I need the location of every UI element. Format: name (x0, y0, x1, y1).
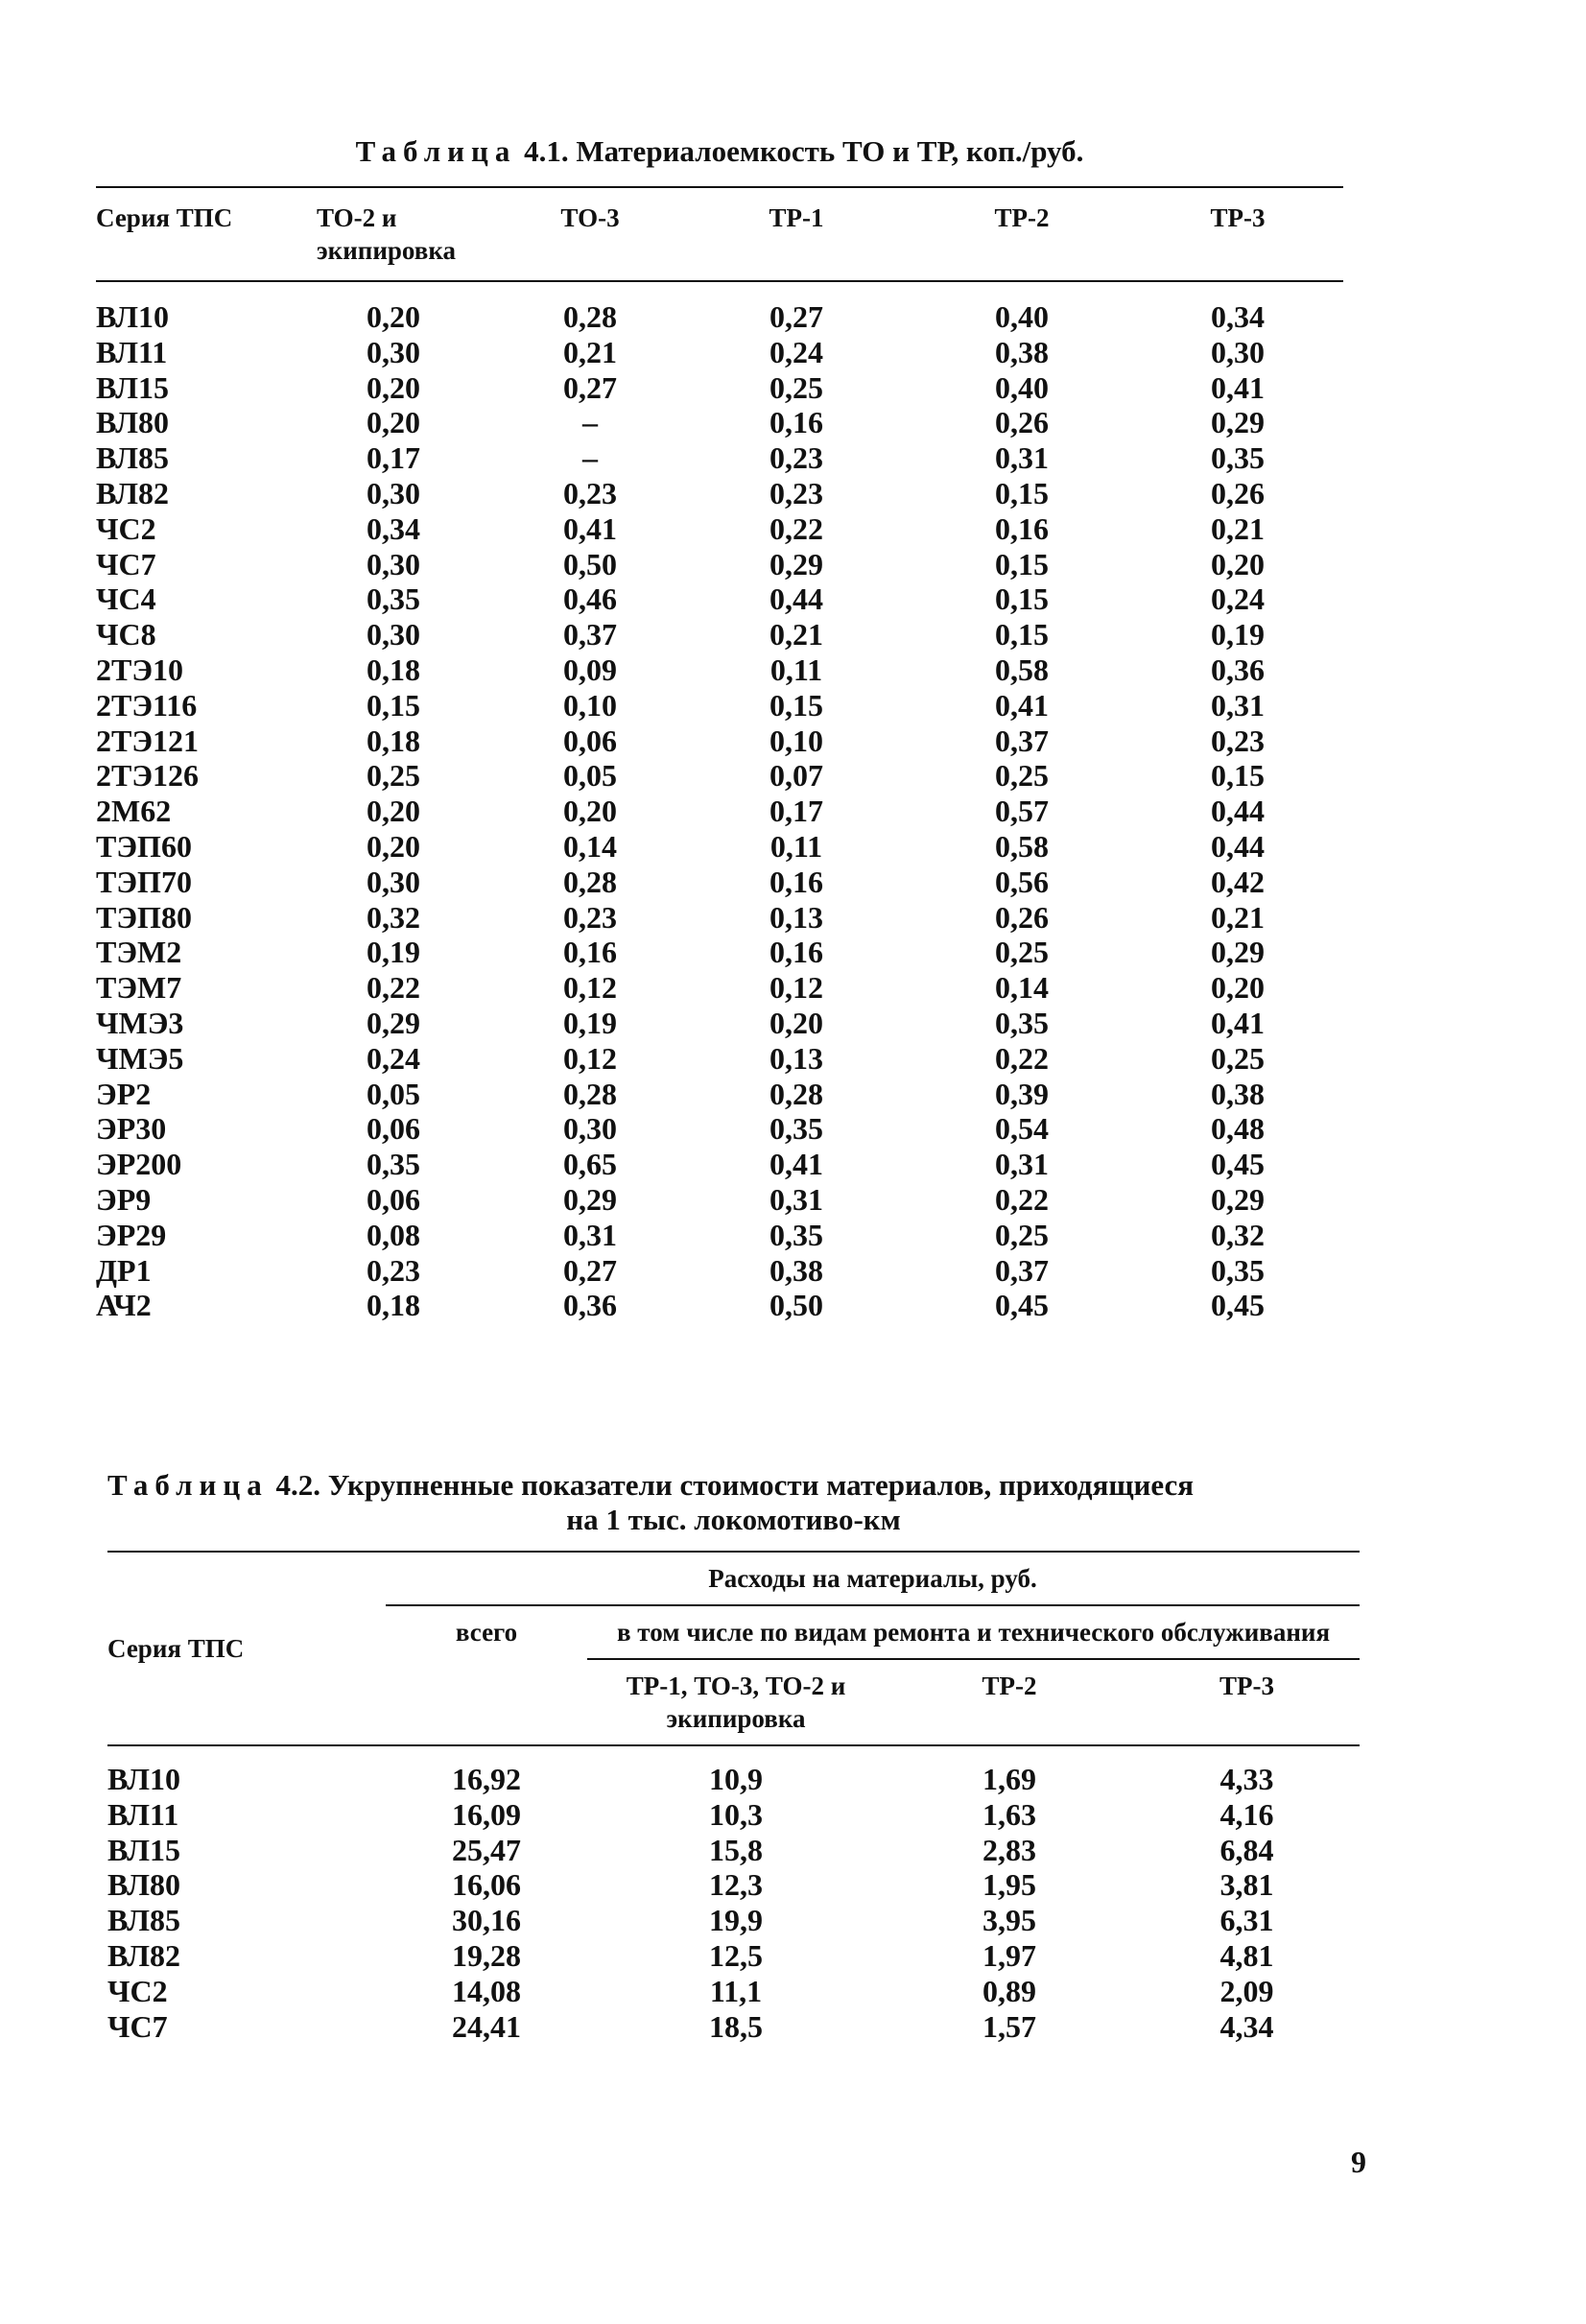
value-cell: 0,39 (995, 1076, 1049, 1111)
value-cell: 0,30 (367, 334, 420, 369)
header-costs: Расходы на материалы, руб. (708, 1564, 1037, 1593)
value-cell: 0,26 (995, 899, 1049, 935)
value-cell: 0,32 (367, 899, 420, 935)
value-cell: 0,20 (367, 794, 420, 829)
series-cell: ТЭМ7 (96, 970, 182, 1006)
value-cell: 0,35 (769, 1111, 823, 1147)
value-cell: 0,54 (995, 1111, 1049, 1147)
value-cell: 0,28 (563, 1076, 617, 1111)
value-cell: 0,35 (1211, 1252, 1265, 1288)
value-cell: 0,20 (563, 794, 617, 829)
series-cell: ЧС4 (96, 581, 156, 617)
value-cell: 0,06 (563, 723, 617, 758)
value-cell: 16,92 (452, 1762, 521, 1796)
series-cell: ВЛ80 (96, 405, 169, 440)
table-row (96, 1253, 1343, 1289)
value-cell: 1,97 (982, 1937, 1036, 1973)
value-cell: 0,15 (995, 617, 1049, 652)
value-cell: 0,26 (1211, 475, 1265, 510)
value-cell: 0,13 (769, 899, 823, 935)
value-cell: 12,5 (709, 1937, 763, 1973)
value-cell: 0,14 (995, 970, 1049, 1006)
value-cell: 0,65 (563, 1147, 617, 1182)
value-cell: 2,09 (1219, 1973, 1274, 2008)
value-cell: 0,21 (1211, 899, 1265, 935)
value-cell: 0,36 (563, 1288, 617, 1323)
table-row (96, 281, 1343, 335)
value-cell: 0,18 (367, 723, 420, 758)
value-cell: 0,28 (769, 1076, 823, 1111)
value-cell: 0,13 (769, 1040, 823, 1076)
series-cell: ТЭМ2 (96, 935, 182, 970)
series-cell: ТЭП80 (96, 899, 192, 935)
value-cell: 0,40 (995, 369, 1049, 405)
table-row (96, 1147, 1343, 1182)
series-cell: ВЛ11 (96, 334, 168, 369)
table-row (96, 1288, 1343, 1323)
table-4-2 (107, 1468, 1360, 2044)
series-cell: 2ТЭ121 (96, 723, 200, 758)
value-cell: 14,08 (452, 1973, 521, 2008)
table-row (96, 900, 1343, 936)
table-4-1-header-cell: ТО-3 (560, 203, 620, 232)
value-cell: 0,21 (1211, 510, 1265, 546)
series-cell: ТЭП70 (96, 864, 192, 899)
value-cell: 0,41 (1211, 1005, 1265, 1040)
table-4-2-body (107, 1745, 1360, 2044)
series-cell: ВЛ15 (107, 1832, 180, 1867)
value-cell: 0,12 (563, 970, 617, 1006)
caption-text-line1: 4.2. Укрупненные показатели стоимости материалов, приходящиеся (275, 1468, 1195, 1502)
value-cell: 0,07 (769, 758, 823, 794)
series-cell: ВЛ82 (107, 1937, 180, 1973)
value-cell: 0,12 (769, 970, 823, 1006)
value-cell: 3,95 (982, 1903, 1036, 1938)
value-cell: 0,38 (995, 334, 1049, 369)
value-cell: 0,19 (1211, 617, 1265, 652)
value-cell: 0,42 (1211, 864, 1265, 899)
value-cell: 0,34 (1211, 299, 1265, 334)
value-cell: 0,29 (367, 1005, 420, 1040)
value-cell: 0,23 (367, 1252, 420, 1288)
value-cell: 0,45 (995, 1288, 1049, 1323)
table-row (96, 617, 1343, 652)
value-cell: 0,58 (995, 652, 1049, 687)
value-cell: 0,30 (367, 546, 420, 581)
table-row (107, 1974, 1360, 2009)
table-row (107, 1938, 1360, 1974)
table-row (96, 511, 1343, 547)
table-row (107, 1903, 1360, 1938)
series-cell: ВЛ85 (96, 440, 169, 476)
caption-text-line2: на 1 тыс. локомотиво-км (566, 1503, 901, 1536)
value-cell: 0,26 (995, 405, 1049, 440)
value-cell: 10,3 (709, 1796, 763, 1832)
value-cell: 0,37 (995, 1252, 1049, 1288)
value-cell: 2,83 (982, 1832, 1036, 1867)
caption-label: Таблица (355, 134, 517, 168)
series-cell: ЧС8 (96, 617, 156, 652)
table-row (96, 723, 1343, 759)
value-cell: 18,5 (709, 2008, 763, 2044)
table-row (96, 1041, 1343, 1077)
value-cell: 0,10 (769, 723, 823, 758)
value-cell: 0,29 (563, 1181, 617, 1217)
value-cell: 0,18 (367, 652, 420, 687)
table-4-1-header-cell: ТР-1 (769, 203, 824, 232)
header-sub-tr2: ТР-2 (885, 1659, 1134, 1745)
table-row (107, 2009, 1360, 2045)
value-cell: 0,31 (563, 1217, 617, 1252)
value-cell: 0,16 (769, 864, 823, 899)
value-cell: 1,69 (982, 1762, 1036, 1796)
series-cell: ТЭП60 (96, 828, 192, 864)
value-cell: 16,06 (452, 1867, 521, 1903)
table-row (96, 1182, 1343, 1218)
table-row (96, 547, 1343, 582)
value-cell: 0,16 (995, 510, 1049, 546)
value-cell: 19,28 (452, 1937, 521, 1973)
value-cell: 0,41 (995, 687, 1049, 723)
value-cell: 0,17 (367, 440, 420, 476)
table-row (96, 1111, 1343, 1147)
value-cell: – (582, 440, 598, 476)
series-cell: ВЛ85 (107, 1903, 180, 1938)
table-4-1 (96, 134, 1343, 1323)
value-cell: 15,8 (709, 1832, 763, 1867)
table-4-1-header-cell: ТО-2 и экипировка (317, 203, 456, 265)
value-cell: 0,08 (367, 1217, 420, 1252)
value-cell: 0,14 (563, 828, 617, 864)
value-cell: 0,16 (769, 935, 823, 970)
series-cell: ЭР9 (96, 1181, 152, 1217)
value-cell: 0,23 (563, 899, 617, 935)
value-cell: 11,1 (709, 1973, 763, 2008)
value-cell: 16,09 (452, 1796, 521, 1832)
header-total: всего (386, 1605, 587, 1745)
value-cell: 0,18 (367, 1288, 420, 1323)
series-cell: ЧС7 (96, 546, 156, 581)
table-row (96, 335, 1343, 370)
series-cell: ВЛ82 (96, 475, 169, 510)
series-cell: ЧС7 (107, 2008, 168, 2044)
value-cell: 1,63 (982, 1796, 1036, 1832)
series-cell: ВЛ10 (96, 299, 169, 334)
value-cell: 4,33 (1219, 1762, 1274, 1796)
value-cell: 0,29 (1211, 405, 1265, 440)
value-cell: 1,95 (982, 1867, 1036, 1903)
value-cell: 19,9 (709, 1903, 763, 1938)
value-cell: 0,11 (769, 652, 823, 687)
caption-text: 4.1. Материалоемкость ТО и ТР, коп./руб. (524, 134, 1084, 168)
series-cell: ВЛ15 (96, 369, 169, 405)
value-cell: 0,22 (995, 1040, 1049, 1076)
value-cell: 0,12 (563, 1040, 617, 1076)
value-cell: 0,37 (995, 723, 1049, 758)
value-cell: 0,35 (769, 1217, 823, 1252)
value-cell: 0,29 (1211, 935, 1265, 970)
value-cell: 0,35 (1211, 440, 1265, 476)
value-cell: 0,46 (563, 581, 617, 617)
table-4-2-header (107, 1552, 1360, 1745)
value-cell: 0,23 (769, 440, 823, 476)
value-cell: 0,44 (769, 581, 823, 617)
value-cell: 0,32 (1211, 1217, 1265, 1252)
series-cell: ЧС2 (107, 1973, 168, 2008)
value-cell: 0,45 (1211, 1147, 1265, 1182)
value-cell: 0,23 (769, 475, 823, 510)
table-row (96, 970, 1343, 1006)
value-cell: 0,44 (1211, 828, 1265, 864)
value-cell: 0,30 (563, 1111, 617, 1147)
value-cell: 0,25 (995, 1217, 1049, 1252)
value-cell: 25,47 (452, 1832, 521, 1867)
series-cell: 2ТЭ116 (96, 687, 198, 723)
table-row (96, 370, 1343, 406)
value-cell: 0,16 (563, 935, 617, 970)
value-cell: 0,21 (769, 617, 823, 652)
value-cell: 0,05 (563, 758, 617, 794)
value-cell: 0,15 (995, 581, 1049, 617)
value-cell: 0,20 (367, 405, 420, 440)
value-cell: 0,41 (769, 1147, 823, 1182)
value-cell: 3,81 (1219, 1867, 1274, 1903)
table-row (96, 865, 1343, 900)
value-cell: 0,30 (367, 617, 420, 652)
table-row (107, 1867, 1360, 1903)
value-cell: 6,31 (1219, 1903, 1274, 1938)
value-cell: 0,28 (563, 864, 617, 899)
value-cell: 0,35 (995, 1005, 1049, 1040)
table-row (96, 688, 1343, 723)
series-cell: ЭР29 (96, 1217, 167, 1252)
value-cell: 0,20 (1211, 546, 1265, 581)
series-cell: ЭР30 (96, 1111, 167, 1147)
materials-intensity-table (96, 186, 1343, 1323)
value-cell: 0,50 (769, 1288, 823, 1323)
value-cell: 0,37 (563, 617, 617, 652)
value-cell: 0,31 (995, 440, 1049, 476)
value-cell: 0,22 (769, 510, 823, 546)
value-cell: 0,21 (563, 334, 617, 369)
value-cell: 0,20 (367, 828, 420, 864)
value-cell: 0,10 (563, 687, 617, 723)
value-cell: 0,27 (563, 369, 617, 405)
value-cell: 0,89 (982, 1973, 1036, 2008)
table-4-1-body (96, 281, 1343, 1323)
value-cell: 0,30 (367, 475, 420, 510)
series-cell: ЧМЭ3 (96, 1005, 184, 1040)
series-cell: ВЛ10 (107, 1762, 180, 1796)
table-row (96, 405, 1343, 440)
table-row (96, 476, 1343, 511)
table-4-1-header-cell: ТР-3 (1210, 203, 1266, 232)
value-cell: 0,20 (769, 1005, 823, 1040)
value-cell: 0,58 (995, 828, 1049, 864)
value-cell: 24,41 (452, 2008, 521, 2044)
value-cell: 0,50 (563, 546, 617, 581)
value-cell: 0,15 (995, 546, 1049, 581)
value-cell: 0,38 (769, 1252, 823, 1288)
value-cell: 0,44 (1211, 794, 1265, 829)
series-cell: ЭР200 (96, 1147, 182, 1182)
table-4-1-header-cell: ТР-2 (994, 203, 1050, 232)
value-cell: 12,3 (709, 1867, 763, 1903)
value-cell: 0,34 (367, 510, 420, 546)
header-sub-tr3: ТР-3 (1134, 1659, 1360, 1745)
value-cell: 0,48 (1211, 1111, 1265, 1147)
table-row (107, 1797, 1360, 1833)
value-cell: 0,22 (367, 970, 420, 1006)
value-cell: 0,31 (1211, 687, 1265, 723)
value-cell: 0,30 (1211, 334, 1265, 369)
table-4-2-caption (107, 1468, 1360, 1537)
value-cell: 0,11 (769, 828, 823, 864)
value-cell: 1,57 (982, 2008, 1036, 2044)
value-cell: 4,81 (1219, 1937, 1274, 1973)
value-cell: 0,06 (367, 1111, 420, 1147)
value-cell: 0,15 (995, 475, 1049, 510)
value-cell: – (582, 405, 598, 440)
value-cell: 0,40 (995, 299, 1049, 334)
table-4-1-header (96, 187, 1343, 281)
value-cell: 0,41 (563, 510, 617, 546)
series-cell: ЧС2 (96, 510, 156, 546)
value-cell: 0,20 (367, 369, 420, 405)
value-cell: 4,16 (1219, 1796, 1274, 1832)
value-cell: 10,9 (709, 1762, 763, 1796)
table-row (96, 794, 1343, 829)
table-4-1-caption (96, 134, 1343, 169)
table-row (96, 758, 1343, 794)
table-row (96, 935, 1343, 970)
value-cell: 0,25 (995, 758, 1049, 794)
materials-cost-table (107, 1551, 1360, 2044)
value-cell: 0,29 (1211, 1181, 1265, 1217)
value-cell: 0,57 (995, 794, 1049, 829)
value-cell: 0,29 (769, 546, 823, 581)
page-number: 9 (1351, 2145, 1366, 2179)
value-cell: 0,06 (367, 1181, 420, 1217)
value-cell: 0,25 (769, 369, 823, 405)
value-cell: 0,28 (563, 299, 617, 334)
series-cell: ЭР2 (96, 1076, 152, 1111)
value-cell: 0,24 (1211, 581, 1265, 617)
series-cell: 2ТЭ10 (96, 652, 184, 687)
value-cell: 0,25 (995, 935, 1049, 970)
value-cell: 0,22 (995, 1181, 1049, 1217)
series-cell: ВЛ11 (107, 1796, 179, 1832)
value-cell: 0,09 (563, 652, 617, 687)
table-row (96, 1077, 1343, 1112)
value-cell: 0,31 (769, 1181, 823, 1217)
header-sub-tr1: ТР-1, ТО-3, ТО-2 и экипировка (587, 1659, 885, 1745)
value-cell: 0,05 (367, 1076, 420, 1111)
table-row (96, 440, 1343, 476)
value-cell: 0,35 (367, 581, 420, 617)
value-cell: 0,20 (1211, 970, 1265, 1006)
value-cell: 0,38 (1211, 1076, 1265, 1111)
value-cell: 0,15 (367, 687, 420, 723)
value-cell: 0,25 (1211, 1040, 1265, 1076)
table-row (96, 1218, 1343, 1253)
value-cell: 0,19 (563, 1005, 617, 1040)
value-cell: 0,19 (367, 935, 420, 970)
value-cell: 0,27 (769, 299, 823, 334)
value-cell: 0,30 (367, 864, 420, 899)
value-cell: 0,45 (1211, 1288, 1265, 1323)
table-row (96, 1006, 1343, 1041)
header-including: в том числе по видам ремонта и технического обслуживания (587, 1605, 1360, 1659)
series-cell: 2М62 (96, 794, 172, 829)
value-cell: 0,41 (1211, 369, 1265, 405)
value-cell: 0,35 (367, 1147, 420, 1182)
value-cell: 0,16 (769, 405, 823, 440)
caption-label: Таблица (107, 1468, 269, 1502)
value-cell: 0,20 (367, 299, 420, 334)
value-cell: 0,17 (769, 794, 823, 829)
series-cell: 2ТЭ126 (96, 758, 200, 794)
value-cell: 0,23 (563, 475, 617, 510)
value-cell: 0,36 (1211, 652, 1265, 687)
value-cell: 0,27 (563, 1252, 617, 1288)
value-cell: 0,25 (367, 758, 420, 794)
table-row (107, 1833, 1360, 1868)
value-cell: 0,24 (367, 1040, 420, 1076)
value-cell: 0,15 (769, 687, 823, 723)
table-row (107, 1745, 1360, 1797)
table-row (96, 581, 1343, 617)
table-row (96, 829, 1343, 865)
header-series: Серия ТПС (107, 1634, 245, 1663)
series-cell: ДР1 (96, 1252, 152, 1288)
value-cell: 0,31 (995, 1147, 1049, 1182)
value-cell: 0,23 (1211, 723, 1265, 758)
value-cell: 0,56 (995, 864, 1049, 899)
series-cell: ВЛ80 (107, 1867, 180, 1903)
series-cell: АЧ2 (96, 1288, 152, 1323)
table-4-1-header-cell: Серия ТПС (96, 203, 233, 232)
series-cell: ЧМЭ5 (96, 1040, 184, 1076)
value-cell: 4,34 (1219, 2008, 1274, 2044)
value-cell: 6,84 (1219, 1832, 1274, 1867)
value-cell: 0,15 (1211, 758, 1265, 794)
table-row (96, 652, 1343, 688)
value-cell: 30,16 (452, 1903, 521, 1938)
value-cell: 0,24 (769, 334, 823, 369)
